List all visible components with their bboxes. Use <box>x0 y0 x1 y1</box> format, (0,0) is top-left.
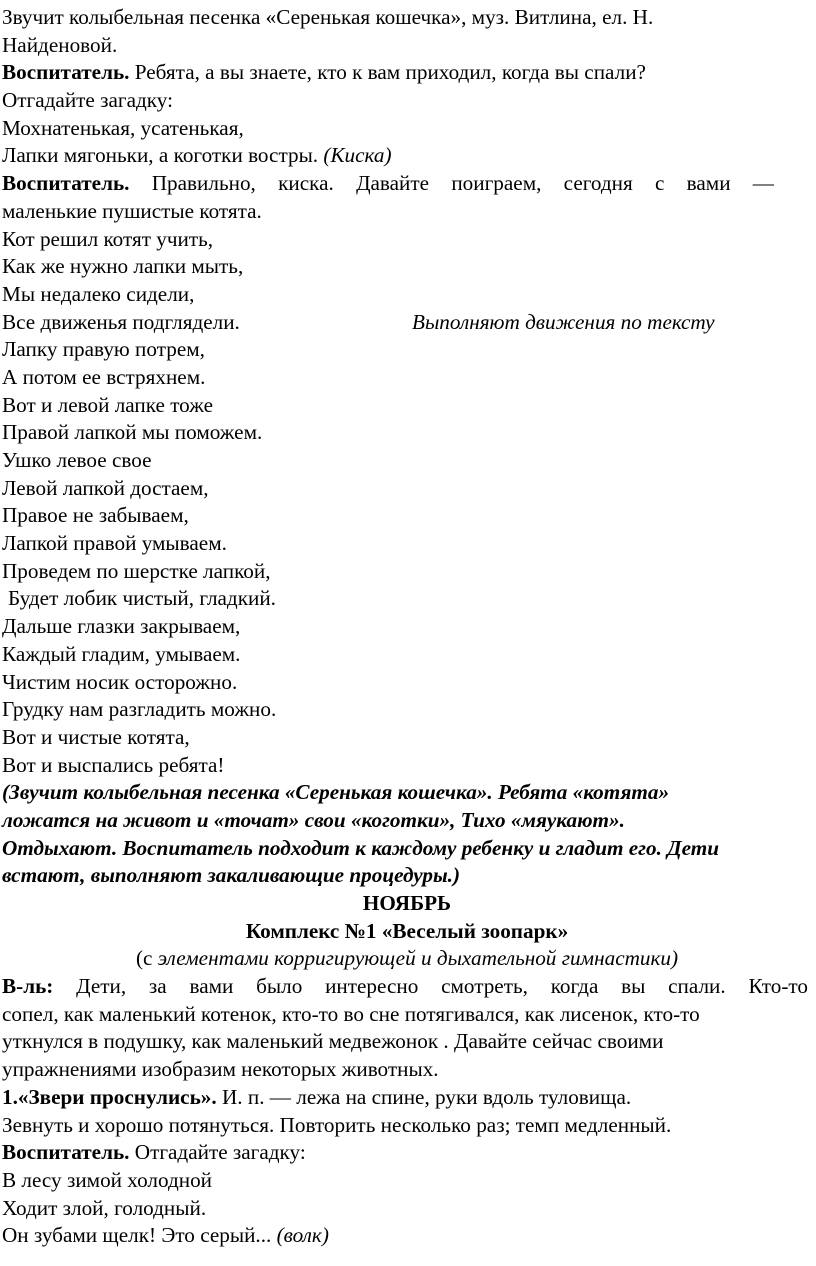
poem-line: Дальше глазки закрываем, <box>2 614 241 639</box>
poem-line: Вот и выспались ребята! <box>2 752 225 777</box>
exercise1-line-1 <box>2 1084 812 1112</box>
poem-line: Вот и чистые котята, <box>2 724 190 749</box>
poem-line: Лапкой правой умываем. <box>2 531 227 556</box>
riddle1-line-1: Мохнатенькая, усатенькая, <box>2 115 244 140</box>
teacher3-line-2: сопел, как маленький котенок, кто-то во сне потягивался, как лисенок, кто-то <box>2 1001 700 1026</box>
poem-line: Правой лапкой мы поможем. <box>2 420 263 445</box>
movement-note: Выполняют движения по тексту <box>412 309 715 334</box>
teacher2-line-1 <box>2 170 774 198</box>
exercise-title: 1.«Звери проснулись». <box>2 1084 217 1109</box>
intro-line-1: Звучит колыбельная песенка «Серенькая кошечка», муз. Витлина, ел. Н. <box>2 5 654 29</box>
stage-note-line: Отдыхают. Воспитатель подходит к каждому ребенку и гладит его. Дети <box>2 835 720 860</box>
poem-line: Вот и левой лапке тоже <box>2 392 214 417</box>
riddle1-answer: (Киска) <box>323 143 392 168</box>
teacher4-text: Отгадайте загадку: <box>129 1140 306 1165</box>
poem-line: Мы недалеко сидели, <box>2 281 195 306</box>
exercise-text: И. п. — лежа на спине, руки вдоль туловища. <box>216 1084 632 1109</box>
poem-line: Лапку правую потрем, <box>2 337 205 362</box>
teacher3-line-4: упражнениями изобразим некоторых животных. <box>2 1057 439 1082</box>
poem-line <box>2 309 812 337</box>
stage-note-line: встают, выполняют закаливающие процедуры.) <box>2 863 461 888</box>
teacher2-line-2: маленькие пушистые котята. <box>2 198 262 223</box>
speaker-label: Воспитатель. <box>2 60 130 85</box>
riddle2-line-3 <box>2 1222 812 1250</box>
speaker-label: Воспитатель. <box>2 1140 130 1165</box>
teacher-line-2: Отгадайте загадку: <box>2 88 173 113</box>
poem-line: Правое не забываем, <box>2 503 189 528</box>
intro-line-2: Найденовой. <box>2 32 118 57</box>
stage-note-line: (Звучит колыбельная песенка «Серенькая кошечка». Ребята «котята» <box>2 780 670 805</box>
teacher-text: Ребята, а вы знаете, кто к вам приходил, когда вы спали? <box>129 60 646 85</box>
riddle2-line-2: Ходит злой, голодный. <box>2 1195 207 1220</box>
poem-line: Кот решил котят учить, <box>2 226 214 251</box>
poem-line: Проведем по шерстке лапкой, <box>2 558 271 583</box>
teacher-line-1 <box>2 59 812 87</box>
riddle2-answer: (волк) <box>276 1223 329 1248</box>
teacher3-text: Дети, за вами было интересно смотреть, когда вы спали. Кто-то <box>53 974 808 999</box>
riddle1-line-2 <box>2 142 812 170</box>
teacher3-line-3: уткнулся в подушку, как маленький медвежонок . Давайте сейчас своими <box>2 1029 664 1054</box>
poem-text: Все движенья подглядели. <box>2 309 240 334</box>
stage-note-line: ложатся на живот и «точат» свои «коготки», Тихо «мяукают». <box>2 807 625 832</box>
poem-line: Чистим носик осторожно. <box>2 669 238 694</box>
riddle1-text: Лапки мягоньки, а коготки востры. <box>2 143 324 168</box>
speaker-label: Воспитатель. <box>2 171 130 196</box>
teacher2-text: Правильно, киска. Давайте поиграем, сегодня с вами — <box>129 171 774 196</box>
complex-subtitle: (с элементами корригирующей и дыхательной гимнастики) <box>135 946 679 971</box>
poem-line: Левой лапкой достаем, <box>2 475 209 500</box>
riddle2-text: Он зубами щелк! Это серый... <box>2 1223 277 1248</box>
complex-heading: Комплекс №1 «Веселый зоопарк» <box>245 918 569 943</box>
teacher4-line-1 <box>2 1139 812 1167</box>
exercise1-line-2: Зевнуть и хорошо потянуться. Повторить несколько раз; темп медленный. <box>2 1112 672 1137</box>
poem-line: Ушко левое свое <box>2 448 152 472</box>
poem-line: А потом ее встряхнем. <box>2 364 206 389</box>
poem-line: Грудку нам разгладить можно. <box>2 697 277 722</box>
poem-line: Будет лобик чистый, гладкий. <box>8 586 276 611</box>
poem-line: Каждый гладим, умываем. <box>2 641 241 666</box>
speaker-label: В-ль: <box>2 974 54 999</box>
month-heading: НОЯБРЬ <box>362 891 452 915</box>
teacher3-line-1 <box>2 973 808 1001</box>
riddle2-line-1: В лесу зимой холодной <box>2 1167 213 1192</box>
poem-line: Как же нужно лапки мыть, <box>2 254 244 279</box>
